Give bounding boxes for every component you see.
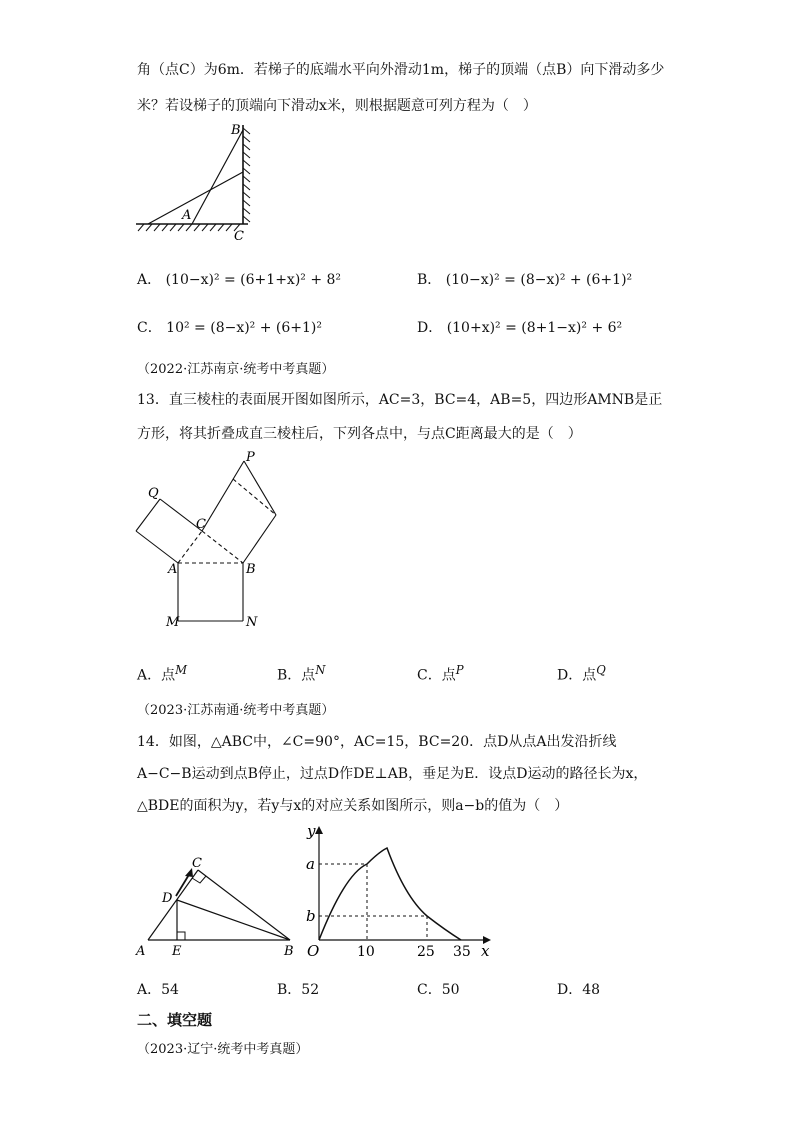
q12-option-a-equation: (10−x)² = (6+1+x)² + 8² (165, 272, 342, 288)
q14-option-b[interactable] (277, 980, 319, 1000)
q14-option-a[interactable] (137, 980, 179, 1000)
q12-label-a: A (182, 208, 192, 223)
q14-graph-origin: O (307, 942, 320, 960)
q14-option-c[interactable] (417, 980, 460, 1000)
section2-first-source: （2023·辽宁·统考中考真题） (137, 1042, 309, 1057)
q13-label-a: A (168, 562, 178, 577)
q14-option-d[interactable] (557, 980, 600, 1000)
q14-option-a-label: A． (137, 982, 162, 998)
q14-label-d: D (162, 891, 173, 906)
q12-option-b-label: B． (417, 272, 442, 288)
q13-label-p: P (246, 450, 255, 465)
q14-option-a-value: 54 (161, 982, 179, 998)
q13-label-q: Q (148, 486, 159, 501)
q14-label-e: E (172, 944, 182, 959)
q13-text-line2: 方形，将其折叠成直三棱柱后，下列各点中，与点C距离最大的是（ ） (137, 426, 582, 442)
q13-option-d-point: Q (596, 663, 606, 677)
q13-option-a-point: M (175, 663, 188, 677)
q12-option-c[interactable] (137, 318, 322, 338)
q14-function-graph (305, 822, 495, 962)
q14-option-d-label: D． (557, 982, 583, 998)
q14-graph-axis-y: y (307, 822, 316, 840)
q14-option-b-label: B． (277, 982, 302, 998)
q12-option-b-equation: (10−x)² = (8−x)² + (6+1)² (445, 272, 633, 288)
q13-option-b-label: B．点 (277, 667, 316, 684)
q12-label-b: B (231, 123, 241, 138)
q14-option-c-value: 50 (441, 982, 460, 998)
q14-label-b: B (284, 944, 294, 959)
q13-option-b-point: N (315, 663, 326, 677)
q12-option-c-equation: 10² = (8−x)² + (6+1)² (166, 320, 323, 336)
q13-option-c-label: C．点 (417, 667, 456, 684)
q13-option-c-point: P (455, 663, 464, 677)
q14-graph-tick-10: 10 (357, 944, 375, 960)
q14-option-c-label: C． (417, 982, 442, 998)
q14-graph-tick-35: 35 (453, 944, 471, 960)
q13-option-c[interactable] (417, 660, 464, 686)
q13-label-m: M (166, 615, 180, 630)
q14-graph-tick-25: 25 (417, 944, 435, 960)
q12-option-b[interactable] (417, 270, 632, 290)
q14-triangle-figure (130, 850, 305, 960)
q12-option-d-equation: (10+x)² = (8+1−x)² + 6² (446, 320, 623, 336)
q12-text-line2: 米？若设梯子的顶端向下滑动x米，则根据题意可列方程为（ ） (137, 98, 537, 114)
q12-option-a[interactable] (137, 270, 341, 290)
q14-text-line2: A−C−B运动到点B停止，过点D作DE⊥AB，垂足为E．设点D运动的路径长为x， (137, 766, 648, 782)
q13-option-a-label: A．点 (137, 667, 176, 684)
section-title-fill-in: 二、填空题 (137, 1011, 213, 1029)
q13-option-a[interactable] (137, 660, 187, 686)
q13-prism-net-figure (130, 445, 290, 635)
q14-label-a: A (136, 944, 146, 959)
q14-label-c: C (192, 856, 202, 871)
q12-option-d-label: D． (417, 320, 443, 336)
q14-graph-label-b: b (306, 907, 316, 925)
q14-graph-axis-x: x (481, 942, 490, 960)
q14-source: （2023·江苏南通·统考中考真题） (137, 703, 335, 718)
q14-text-line3: △BDE的面积为y，若y与x的对应关系如图所示，则a−b的值为（ ） (137, 798, 569, 814)
q13-option-b[interactable] (277, 660, 326, 686)
q12-text-line1: 角（点C）为6m．若梯子的底端水平向外滑动1m，梯子的顶端（点B）向下滑动多少 (137, 62, 665, 78)
q12-option-d[interactable] (417, 318, 622, 338)
q14-option-d-value: 48 (582, 982, 601, 998)
q13-label-b: B (246, 562, 256, 577)
q14-text-line1: 14．如图，△ABC中，∠C=90°，AC=15，BC=20．点D从点A出发沿折线 (137, 734, 617, 750)
q13-option-d-label: D．点 (557, 667, 597, 684)
q13-text-line1: 13．直三棱柱的表面展开图如图所示，AC=3，BC=4，AB=5，四边形AMNB是正 (137, 392, 663, 408)
q12-label-c: C (234, 229, 244, 244)
q13-label-n: N (246, 615, 258, 630)
q14-graph-label-a: a (306, 855, 315, 873)
q12-option-c-label: C． (137, 320, 162, 336)
q12-ladder-figure (130, 120, 270, 245)
q14-option-b-value: 52 (301, 982, 320, 998)
q12-option-a-label: A． (137, 272, 162, 288)
q13-source: （2022·江苏南京·统考中考真题） (137, 362, 335, 377)
q13-option-d[interactable] (557, 660, 606, 686)
q13-label-c: C (196, 517, 206, 532)
